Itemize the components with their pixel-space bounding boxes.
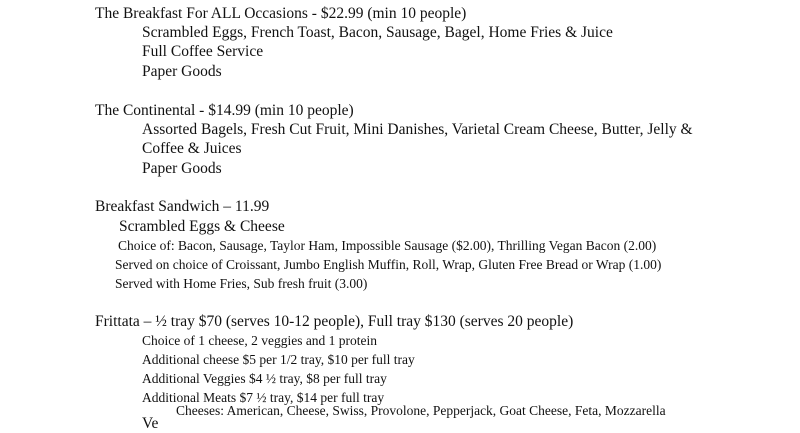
section-title-breakfast-sandwich: Breakfast Sandwich – 11.99 — [95, 198, 270, 215]
menu-item: Additional Meats $7 ½ tray, $14 per full tray — [142, 390, 385, 405]
menu-item: Choice of 1 cheese, 2 veggies and 1 protein — [142, 333, 378, 348]
menu-item: Served on choice of Croissant, Jumbo English Muffin, Roll, Wrap, Gluten Free Bread or Wrap (1.00) — [115, 257, 662, 272]
menu-item: Assorted Bagels, Fresh Cut Fruit, Mini Danishes, Varietal Cream Cheese, Butter, Jelly & — [142, 121, 693, 138]
menu-item-cheeses: Cheeses: American, Cheese, Swiss, Provolone, Pepperjack, Goat Cheese, Feta, Mozzarella — [176, 403, 666, 418]
menu-item: Scrambled Eggs & Cheese — [119, 218, 285, 235]
menu-item: Paper Goods — [142, 160, 222, 177]
menu-item: Coffee & Juices — [142, 140, 242, 157]
section-title-breakfast-all-occasions: The Breakfast For ALL Occasions - $22.99 (min 10 people) — [95, 5, 467, 22]
menu-item: Paper Goods — [142, 63, 222, 80]
menu-item: Full Coffee Service — [142, 43, 264, 60]
menu-item-cutoff — [142, 414, 170, 432]
menu-item: Additional cheese $5 per 1/2 tray, $10 per full tray — [142, 352, 415, 367]
section-title-frittata: Frittata – ½ tray $70 (serves 10-12 people), Full tray $130 (serves 20 people) — [95, 313, 574, 330]
menu-item: Served with Home Fries, Sub fresh fruit (3.00) — [115, 276, 368, 291]
menu-item: Scrambled Eggs, French Toast, Bacon, Sausage, Bagel, Home Fries & Juice — [142, 24, 613, 41]
menu-item: Choice of: Bacon, Sausage, Taylor Ham, Impossible Sausage ($2.00), Thrilling Vegan Bacon (2.00) — [118, 238, 657, 253]
menu-item: Additional Veggies $4 ½ tray, $8 per full tray — [142, 371, 387, 386]
section-title-continental: The Continental - $14.99 (min 10 people) — [95, 102, 354, 119]
menu-item: Ve — [142, 415, 159, 432]
